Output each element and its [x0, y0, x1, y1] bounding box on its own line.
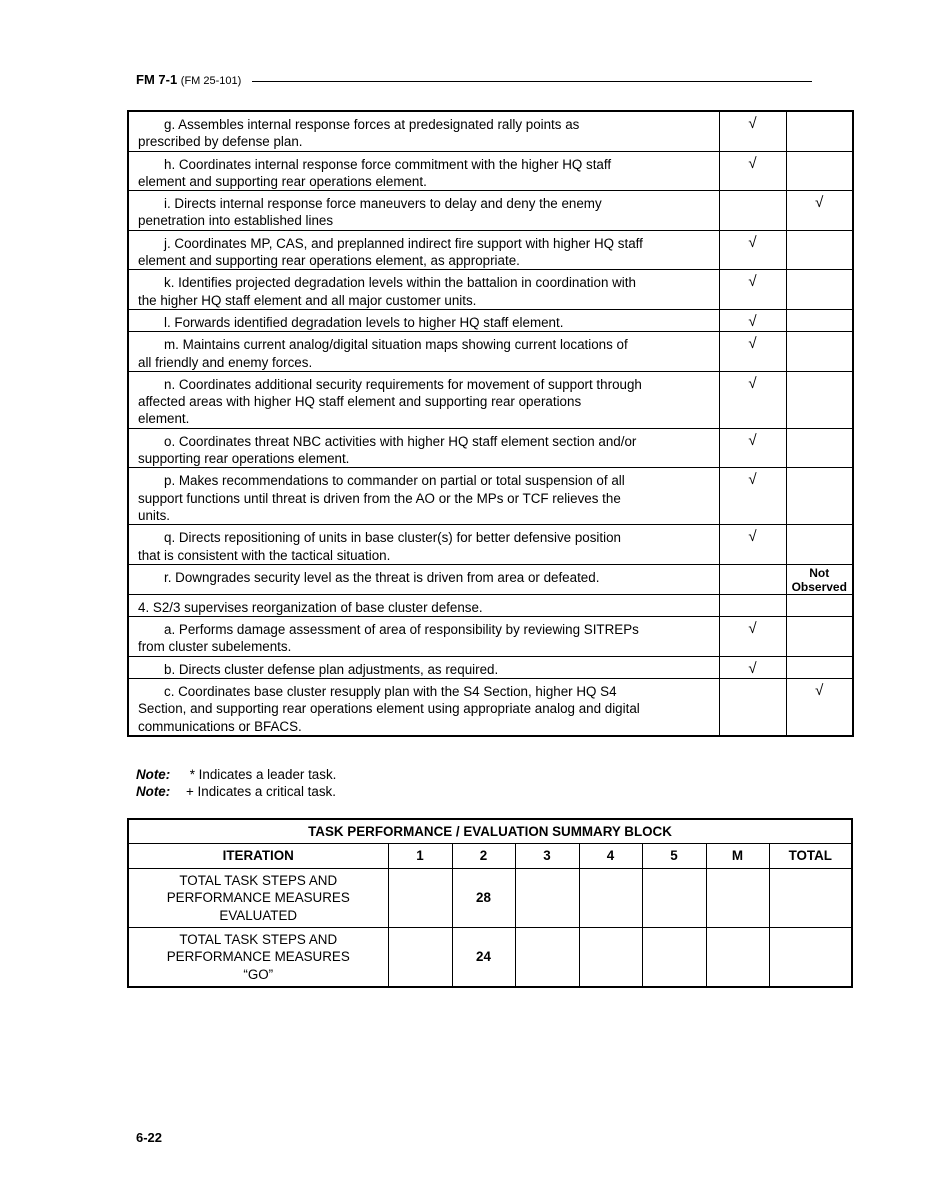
- go-mark: √: [719, 428, 786, 468]
- summary-cell: [579, 928, 642, 988]
- no-go-mark: [786, 309, 853, 331]
- go-mark: √: [719, 371, 786, 428]
- task-step-text: l. Forwards identified degradation levels to higher HQ staff element.: [128, 309, 719, 331]
- no-go-mark: [786, 656, 853, 678]
- task-row: [128, 111, 853, 151]
- no-go-mark: [786, 371, 853, 428]
- note-line: Note: + Indicates a critical task.: [136, 784, 336, 799]
- task-row: [128, 371, 853, 428]
- no-go-mark: [786, 428, 853, 468]
- go-mark: √: [719, 270, 786, 310]
- task-step-text: a. Performs damage assessment of area of responsibility by reviewing SITREPs from cluster subelements.: [128, 617, 719, 657]
- summary-cell: 28: [452, 869, 515, 928]
- go-mark: √: [719, 332, 786, 372]
- summary-row: [128, 928, 852, 988]
- no-go-mark: [786, 617, 853, 657]
- go-mark: [719, 564, 786, 594]
- summary-cell: 24: [452, 928, 515, 988]
- no-go-mark: √: [786, 191, 853, 231]
- iteration-column-header: 3: [515, 844, 579, 869]
- task-row: [128, 525, 853, 565]
- go-mark: [719, 594, 786, 616]
- task-row: [128, 617, 853, 657]
- task-row: [128, 679, 853, 736]
- iteration-column-header: 1: [388, 844, 452, 869]
- task-row: [128, 270, 853, 310]
- task-row: [128, 230, 853, 270]
- task-row: [128, 309, 853, 331]
- no-go-mark: [786, 230, 853, 270]
- go-mark: √: [719, 617, 786, 657]
- go-mark: √: [719, 309, 786, 331]
- summary-cell: [515, 928, 579, 988]
- summary-cell: [706, 928, 769, 988]
- task-step-text: j. Coordinates MP, CAS, and preplanned indirect fire support with higher HQ staff element and supporting rear operations element, as appropriate.: [128, 230, 719, 270]
- no-go-mark: [786, 270, 853, 310]
- task-step-text: m. Maintains current analog/digital situation maps showing current locations of all friendly and enemy forces.: [128, 332, 719, 372]
- go-mark: [719, 191, 786, 231]
- task-step-text: o. Coordinates threat NBC activities with higher HQ staff element section and/or supporting rear operations element.: [128, 428, 719, 468]
- page-header: [136, 72, 812, 86]
- summary-cell: [642, 928, 706, 988]
- go-mark: √: [719, 468, 786, 525]
- no-go-mark: [786, 594, 853, 616]
- task-step-text: c. Coordinates base cluster resupply plan with the S4 Section, higher HQ S4 Section, and supporting rear operations element using appropriate analog and digital communications or BFACS.: [128, 679, 719, 736]
- note-line: Note: * Indicates a leader task.: [136, 767, 337, 782]
- go-mark: √: [719, 111, 786, 151]
- summary-cell: [642, 869, 706, 928]
- iteration-column-header: 2: [452, 844, 515, 869]
- task-step-text: n. Coordinates additional security requirements for movement of support through affected areas with higher HQ staff element and supporting rear operations element.: [128, 371, 719, 428]
- task-step-text: g. Assembles internal response forces at predesignated rally points as prescribed by defense plan.: [128, 111, 719, 151]
- iteration-column-header: M: [706, 844, 769, 869]
- no-go-mark: [786, 151, 853, 191]
- go-mark: √: [719, 525, 786, 565]
- task-row: [128, 332, 853, 372]
- no-go-mark: [786, 468, 853, 525]
- task-row: [128, 656, 853, 678]
- summary-cell: [579, 869, 642, 928]
- task-step-text: b. Directs cluster defense plan adjustments, as required.: [128, 656, 719, 678]
- task-step-text: p. Makes recommendations to commander on partial or total suspension of all support functions until threat is driven from the AO or the MPs or TCF relieves the units.: [128, 468, 719, 525]
- summary-cell: [388, 869, 452, 928]
- no-go-mark: [786, 111, 853, 151]
- notes: [136, 766, 336, 800]
- summary-cell: [769, 869, 852, 928]
- task-row: [128, 428, 853, 468]
- task-step-text: h. Coordinates internal response force commitment with the higher HQ staff element and supporting rear operations element.: [128, 151, 719, 191]
- summary-cell: [769, 928, 852, 988]
- go-mark: √: [719, 656, 786, 678]
- summary-row-label: TOTAL TASK STEPS AND PERFORMANCE MEASURES “GO”: [128, 928, 388, 988]
- iteration-column-header: 4: [579, 844, 642, 869]
- no-go-mark: √: [786, 679, 853, 736]
- task-row: [128, 564, 853, 594]
- task-row: [128, 468, 853, 525]
- task-step-text: i. Directs internal response force maneuvers to delay and deny the enemy penetration into established lines: [128, 191, 719, 231]
- task-row: [128, 191, 853, 231]
- go-mark: √: [719, 151, 786, 191]
- summary-cell: [706, 869, 769, 928]
- task-row: [128, 151, 853, 191]
- task-step-text: r. Downgrades security level as the threat is driven from area or defeated.: [128, 564, 719, 594]
- summary-caption: TASK PERFORMANCE / EVALUATION SUMMARY BLOCK: [128, 819, 852, 844]
- no-go-mark: Not Observed: [786, 564, 853, 594]
- summary-cell: [388, 928, 452, 988]
- go-mark: [719, 679, 786, 736]
- manual-reference: (FM 25-101): [180, 75, 242, 87]
- no-go-mark: [786, 525, 853, 565]
- task-step-text: q. Directs repositioning of units in base cluster(s) for better defensive position that is consistent with the tactical situation.: [128, 525, 719, 565]
- task-row: [128, 594, 853, 616]
- task-step-text: k. Identifies projected degradation levels within the battalion in coordination with the higher HQ staff element and all major customer units.: [128, 270, 719, 310]
- go-mark: √: [719, 230, 786, 270]
- summary-row: [128, 869, 852, 928]
- evaluation-summary-table: [127, 818, 853, 988]
- manual-title: FM 7-1 (FM 25-101): [136, 72, 242, 87]
- iteration-column-header: TOTAL: [769, 844, 852, 869]
- task-steps-table: [127, 110, 854, 737]
- iteration-header: ITERATION: [128, 844, 388, 869]
- page-number: 6-22: [136, 1130, 163, 1145]
- summary-row-label: TOTAL TASK STEPS AND PERFORMANCE MEASURES EVALUATED: [128, 869, 388, 928]
- header-rule: [252, 81, 812, 82]
- iteration-column-header: 5: [642, 844, 706, 869]
- task-step-text: 4. S2/3 supervises reorganization of base cluster defense.: [128, 594, 719, 616]
- no-go-mark: [786, 332, 853, 372]
- summary-cell: [515, 869, 579, 928]
